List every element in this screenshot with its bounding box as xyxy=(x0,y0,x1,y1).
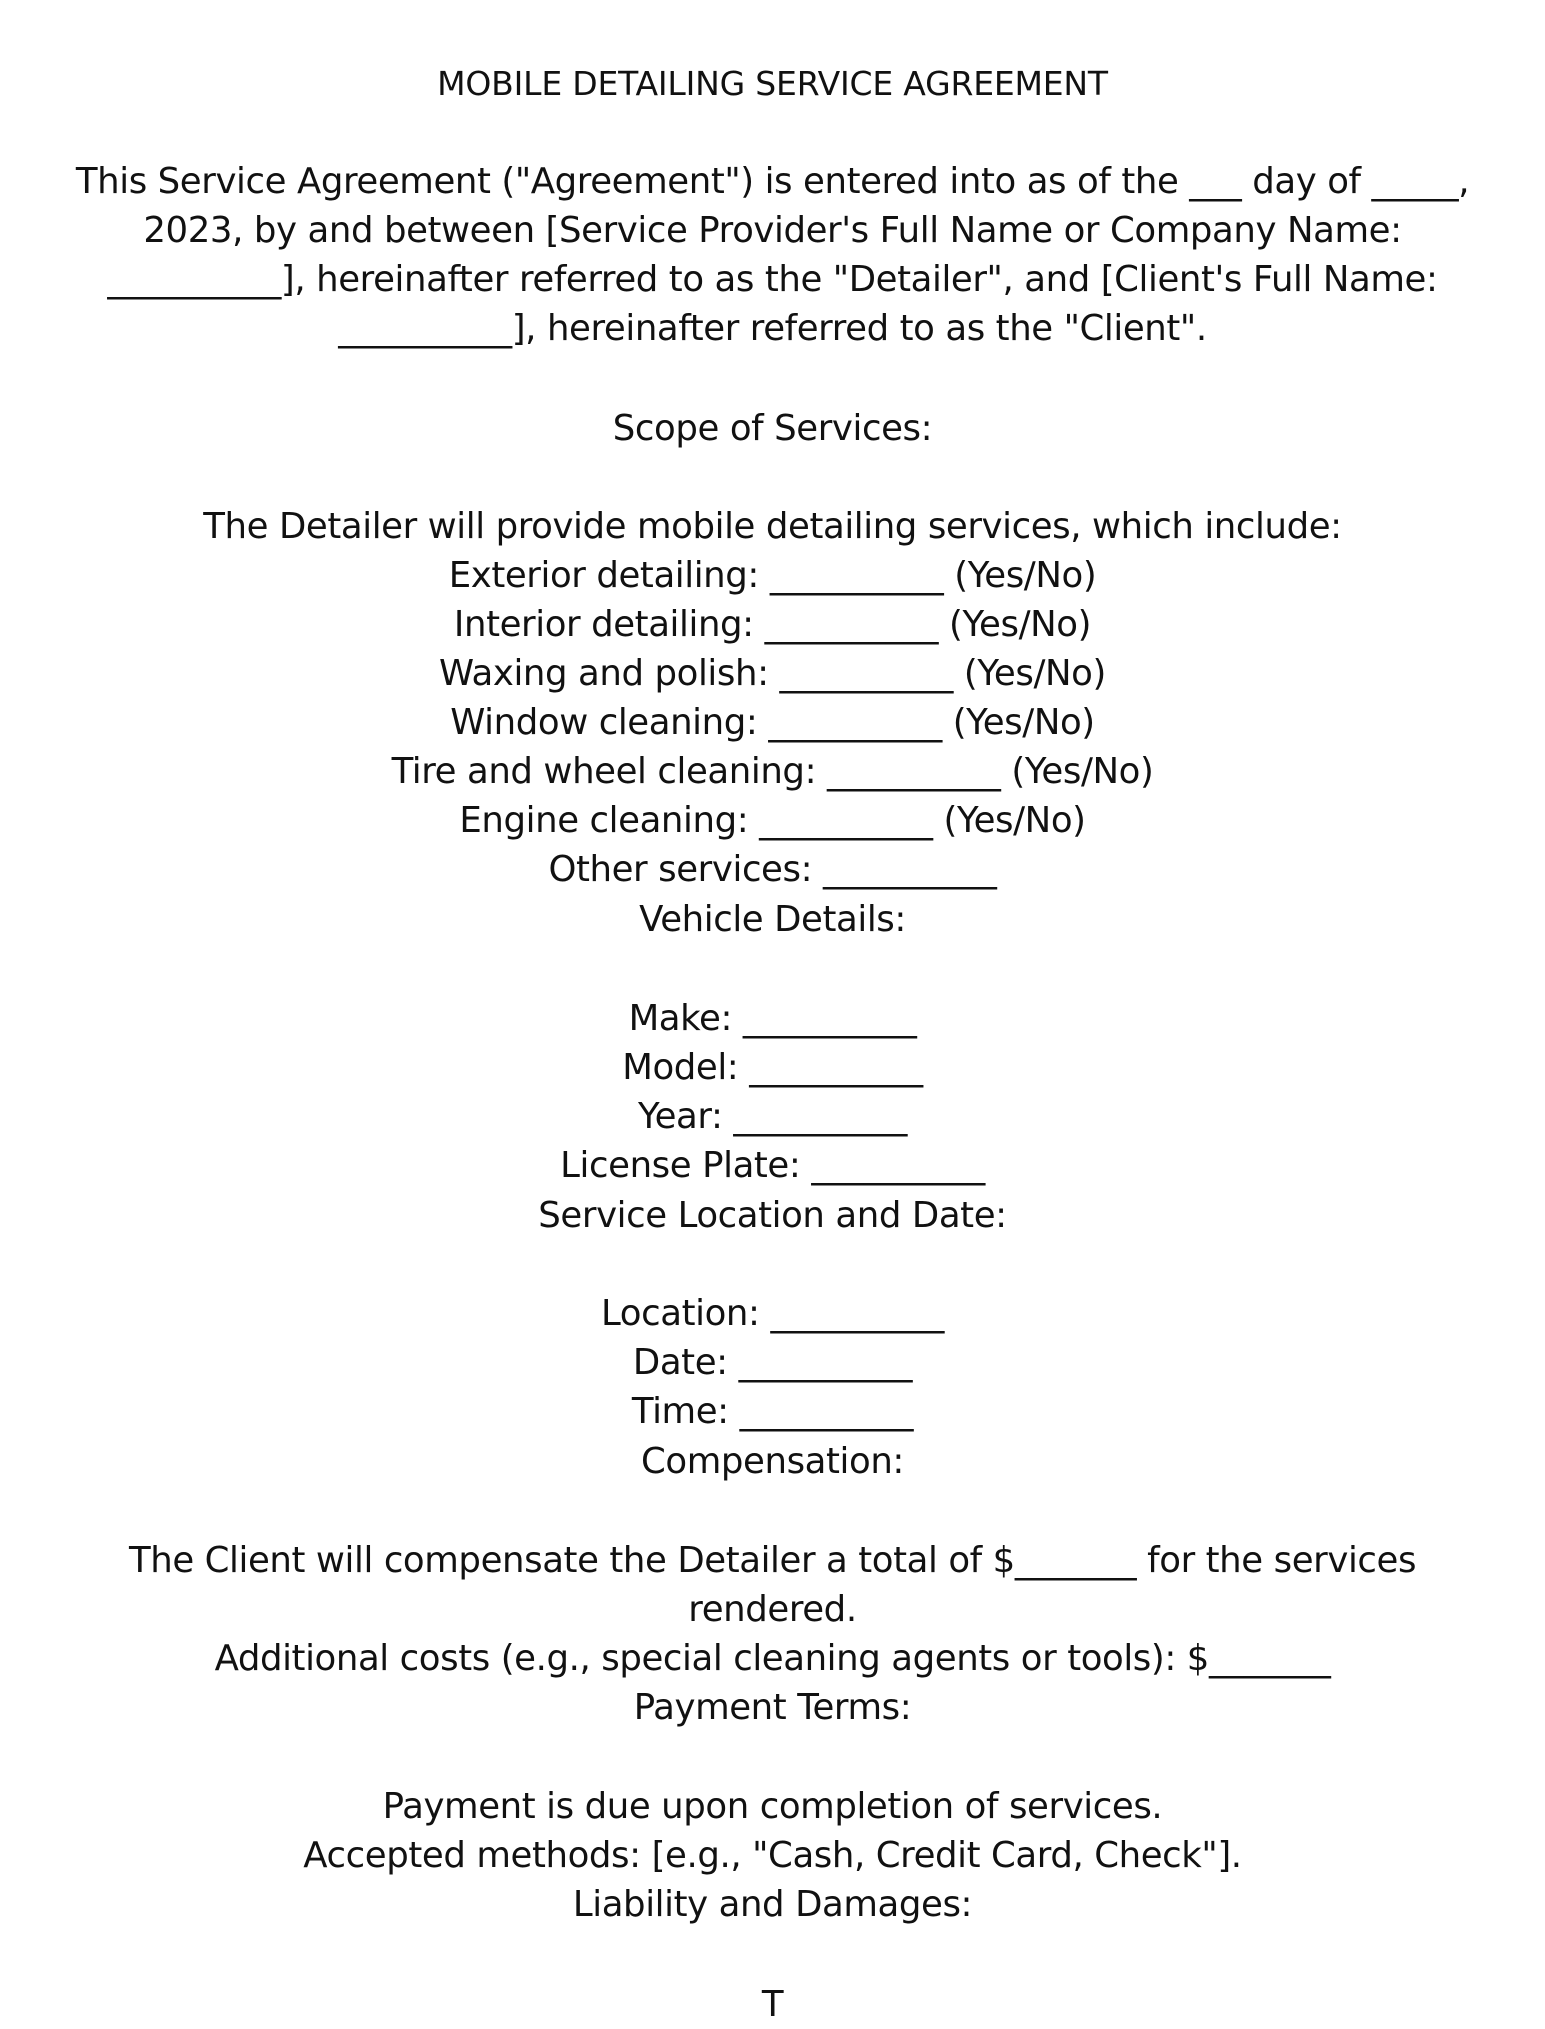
vehicle-year: Year: __________ xyxy=(638,1096,907,1137)
payment-line-1: Payment is due upon completion of services. xyxy=(382,1786,1163,1827)
scope-item-engine: Engine cleaning: __________ (Yes/No) xyxy=(459,800,1086,841)
location-heading: Service Location and Date: xyxy=(538,1195,1007,1236)
page-cutoff xyxy=(0,1972,1545,2025)
location-location: Location: __________ xyxy=(601,1293,944,1334)
intro-line-2: 2023, by and between [Service Provider's Full Name or Company Name: xyxy=(143,210,1402,251)
scope-item-other: Other services: __________ xyxy=(548,849,997,890)
compensation-line-3: Additional costs (e.g., special cleaning agents or tools): $_______ xyxy=(214,1638,1331,1679)
scope-item-exterior: Exterior detailing: __________ (Yes/No) xyxy=(448,555,1097,596)
payment-heading: Payment Terms: xyxy=(633,1687,912,1728)
vehicle-make: Make: __________ xyxy=(628,998,917,1039)
intro-line-1: This Service Agreement ("Agreement") is entered into as of the ___ day of _____, xyxy=(75,161,1470,202)
scope-item-waxing: Waxing and polish: __________ (Yes/No) xyxy=(439,653,1106,694)
vehicle-model: Model: __________ xyxy=(622,1047,923,1088)
scope-heading: Scope of Services: xyxy=(612,408,933,449)
compensation-heading: Compensation: xyxy=(641,1441,904,1482)
scope-item-window: Window cleaning: __________ (Yes/No) xyxy=(450,702,1095,743)
payment-line-2: Accepted methods: [e.g., "Cash, Credit Card, Check"]. xyxy=(303,1835,1242,1876)
scope-lead: The Detailer will provide mobile detailing services, which include: xyxy=(203,506,1342,547)
compensation-line-2: rendered. xyxy=(688,1589,857,1630)
scope-item-tire: Tire and wheel cleaning: __________ (Yes/No) xyxy=(391,751,1154,792)
liability-heading: Liability and Damages: xyxy=(572,1884,973,1925)
intro-line-4: __________], hereinafter referred to as the "Client". xyxy=(338,308,1207,349)
location-date: Date: __________ xyxy=(632,1342,913,1383)
location-time: Time: __________ xyxy=(631,1391,914,1432)
document-title: MOBILE DETAILING SERVICE AGREEMENT xyxy=(437,64,1108,103)
vehicle-heading: Vehicle Details: xyxy=(639,899,906,940)
intro-line-3: __________], hereinafter referred to as the "Detailer", and [Client's Full Name: xyxy=(107,259,1438,300)
scope-item-interior: Interior detailing: __________ (Yes/No) xyxy=(453,604,1092,645)
liability-next-line-fragment: T xyxy=(761,1984,784,2025)
compensation-line-1: The Client will compensate the Detailer a total of $_______ for the services xyxy=(128,1540,1417,1581)
vehicle-license-plate: License Plate: __________ xyxy=(560,1145,985,1186)
